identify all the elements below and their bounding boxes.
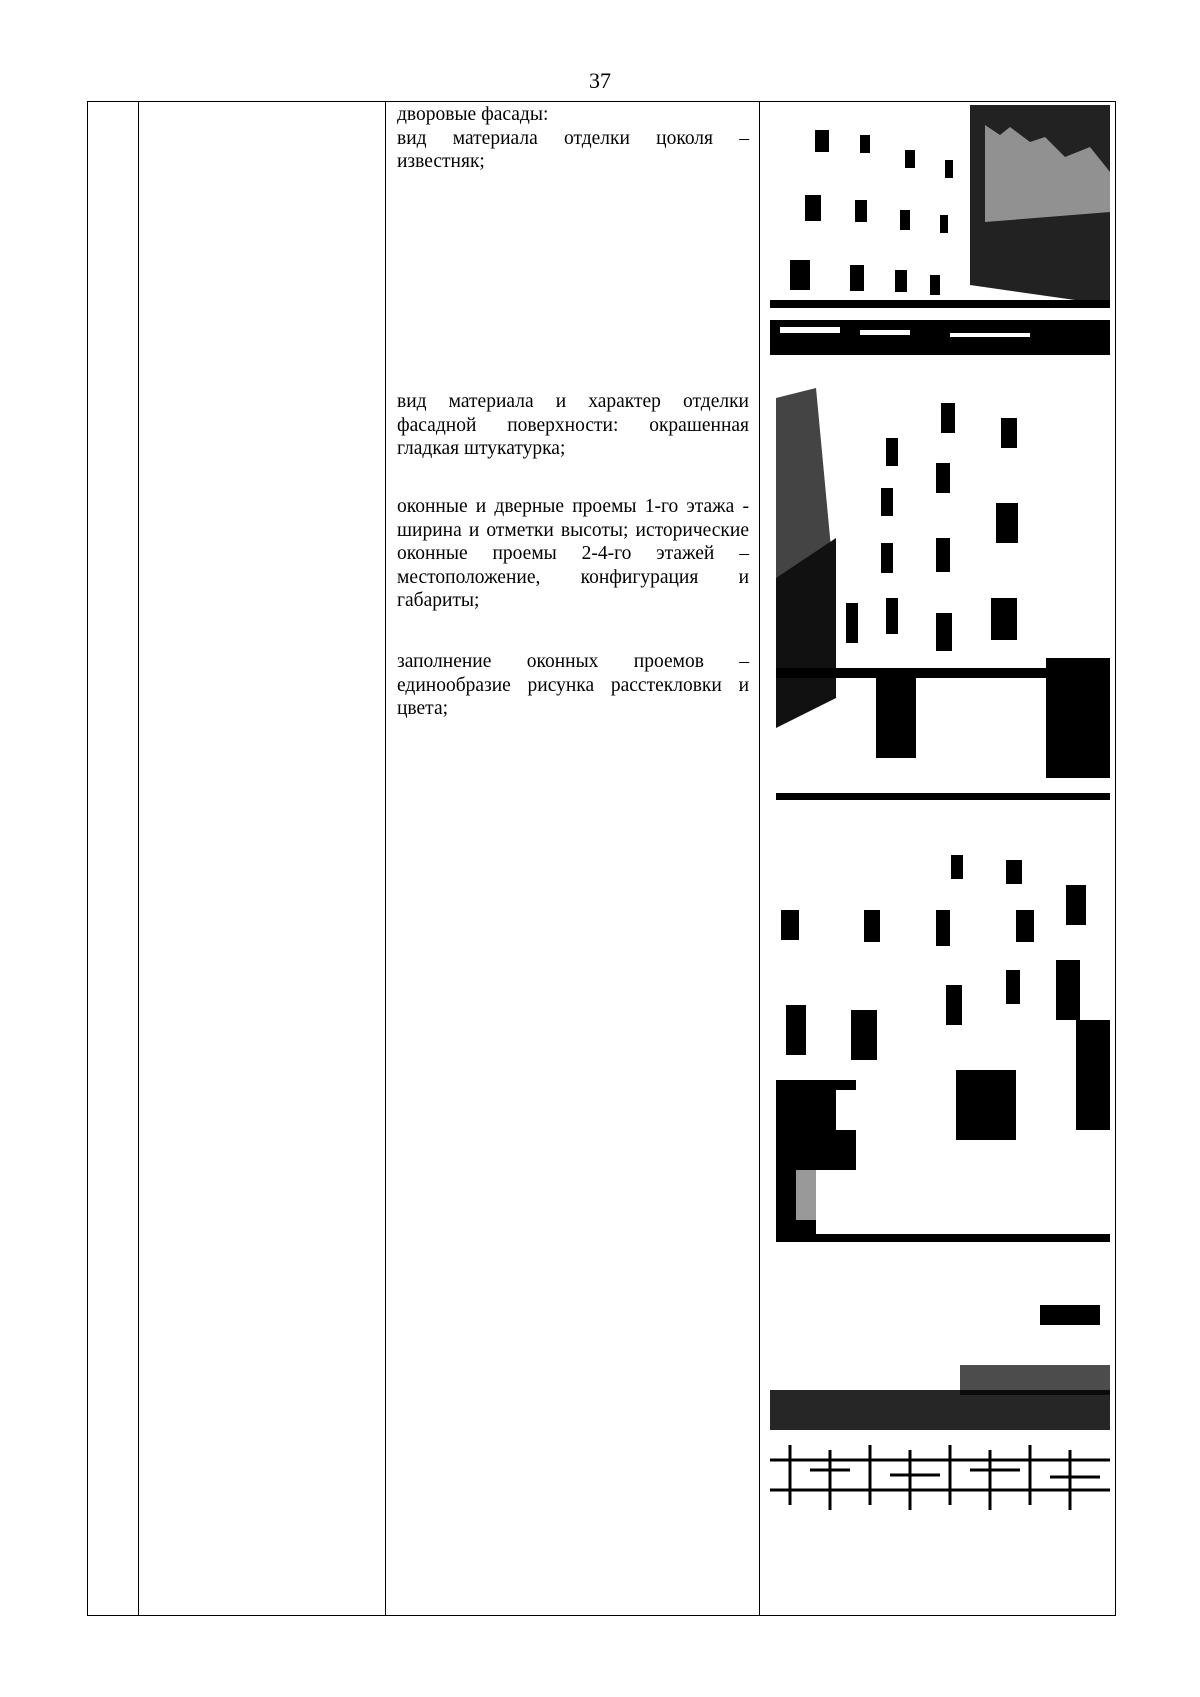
- section-heading: дворовые фасады:: [397, 104, 549, 125]
- text-block-openings: [397, 495, 749, 613]
- text-paragraph: заполнение оконных проемов – единообразие рисунка расстекловки и цвета;: [397, 651, 749, 719]
- facade-photo-2: [776, 368, 1110, 800]
- text-block-plinth: [397, 103, 749, 174]
- facade-photo-1: [770, 105, 1110, 355]
- page-number: 37: [589, 68, 611, 93]
- text-paragraph: вид материала отделки цоколя – известняк;: [397, 127, 749, 172]
- text-paragraph: оконные и дверные проемы 1-го этажа - ширина и отметки высоты; исторические оконные проемы 2-4-го этажей – местоположение, конфигурация и габариты;: [397, 496, 749, 611]
- facade-photo-3: [776, 810, 1110, 1242]
- column-divider: [385, 102, 386, 1615]
- plinth-detail-photo: [770, 1255, 1110, 1515]
- text-block-window-fill: [397, 650, 749, 721]
- column-divider: [759, 102, 760, 1615]
- text-paragraph: вид материала и характер отделки фасадной поверхности: окрашенная гладкая штукатурка;: [397, 391, 749, 459]
- column-divider: [138, 102, 139, 1615]
- text-block-surface: [397, 390, 749, 461]
